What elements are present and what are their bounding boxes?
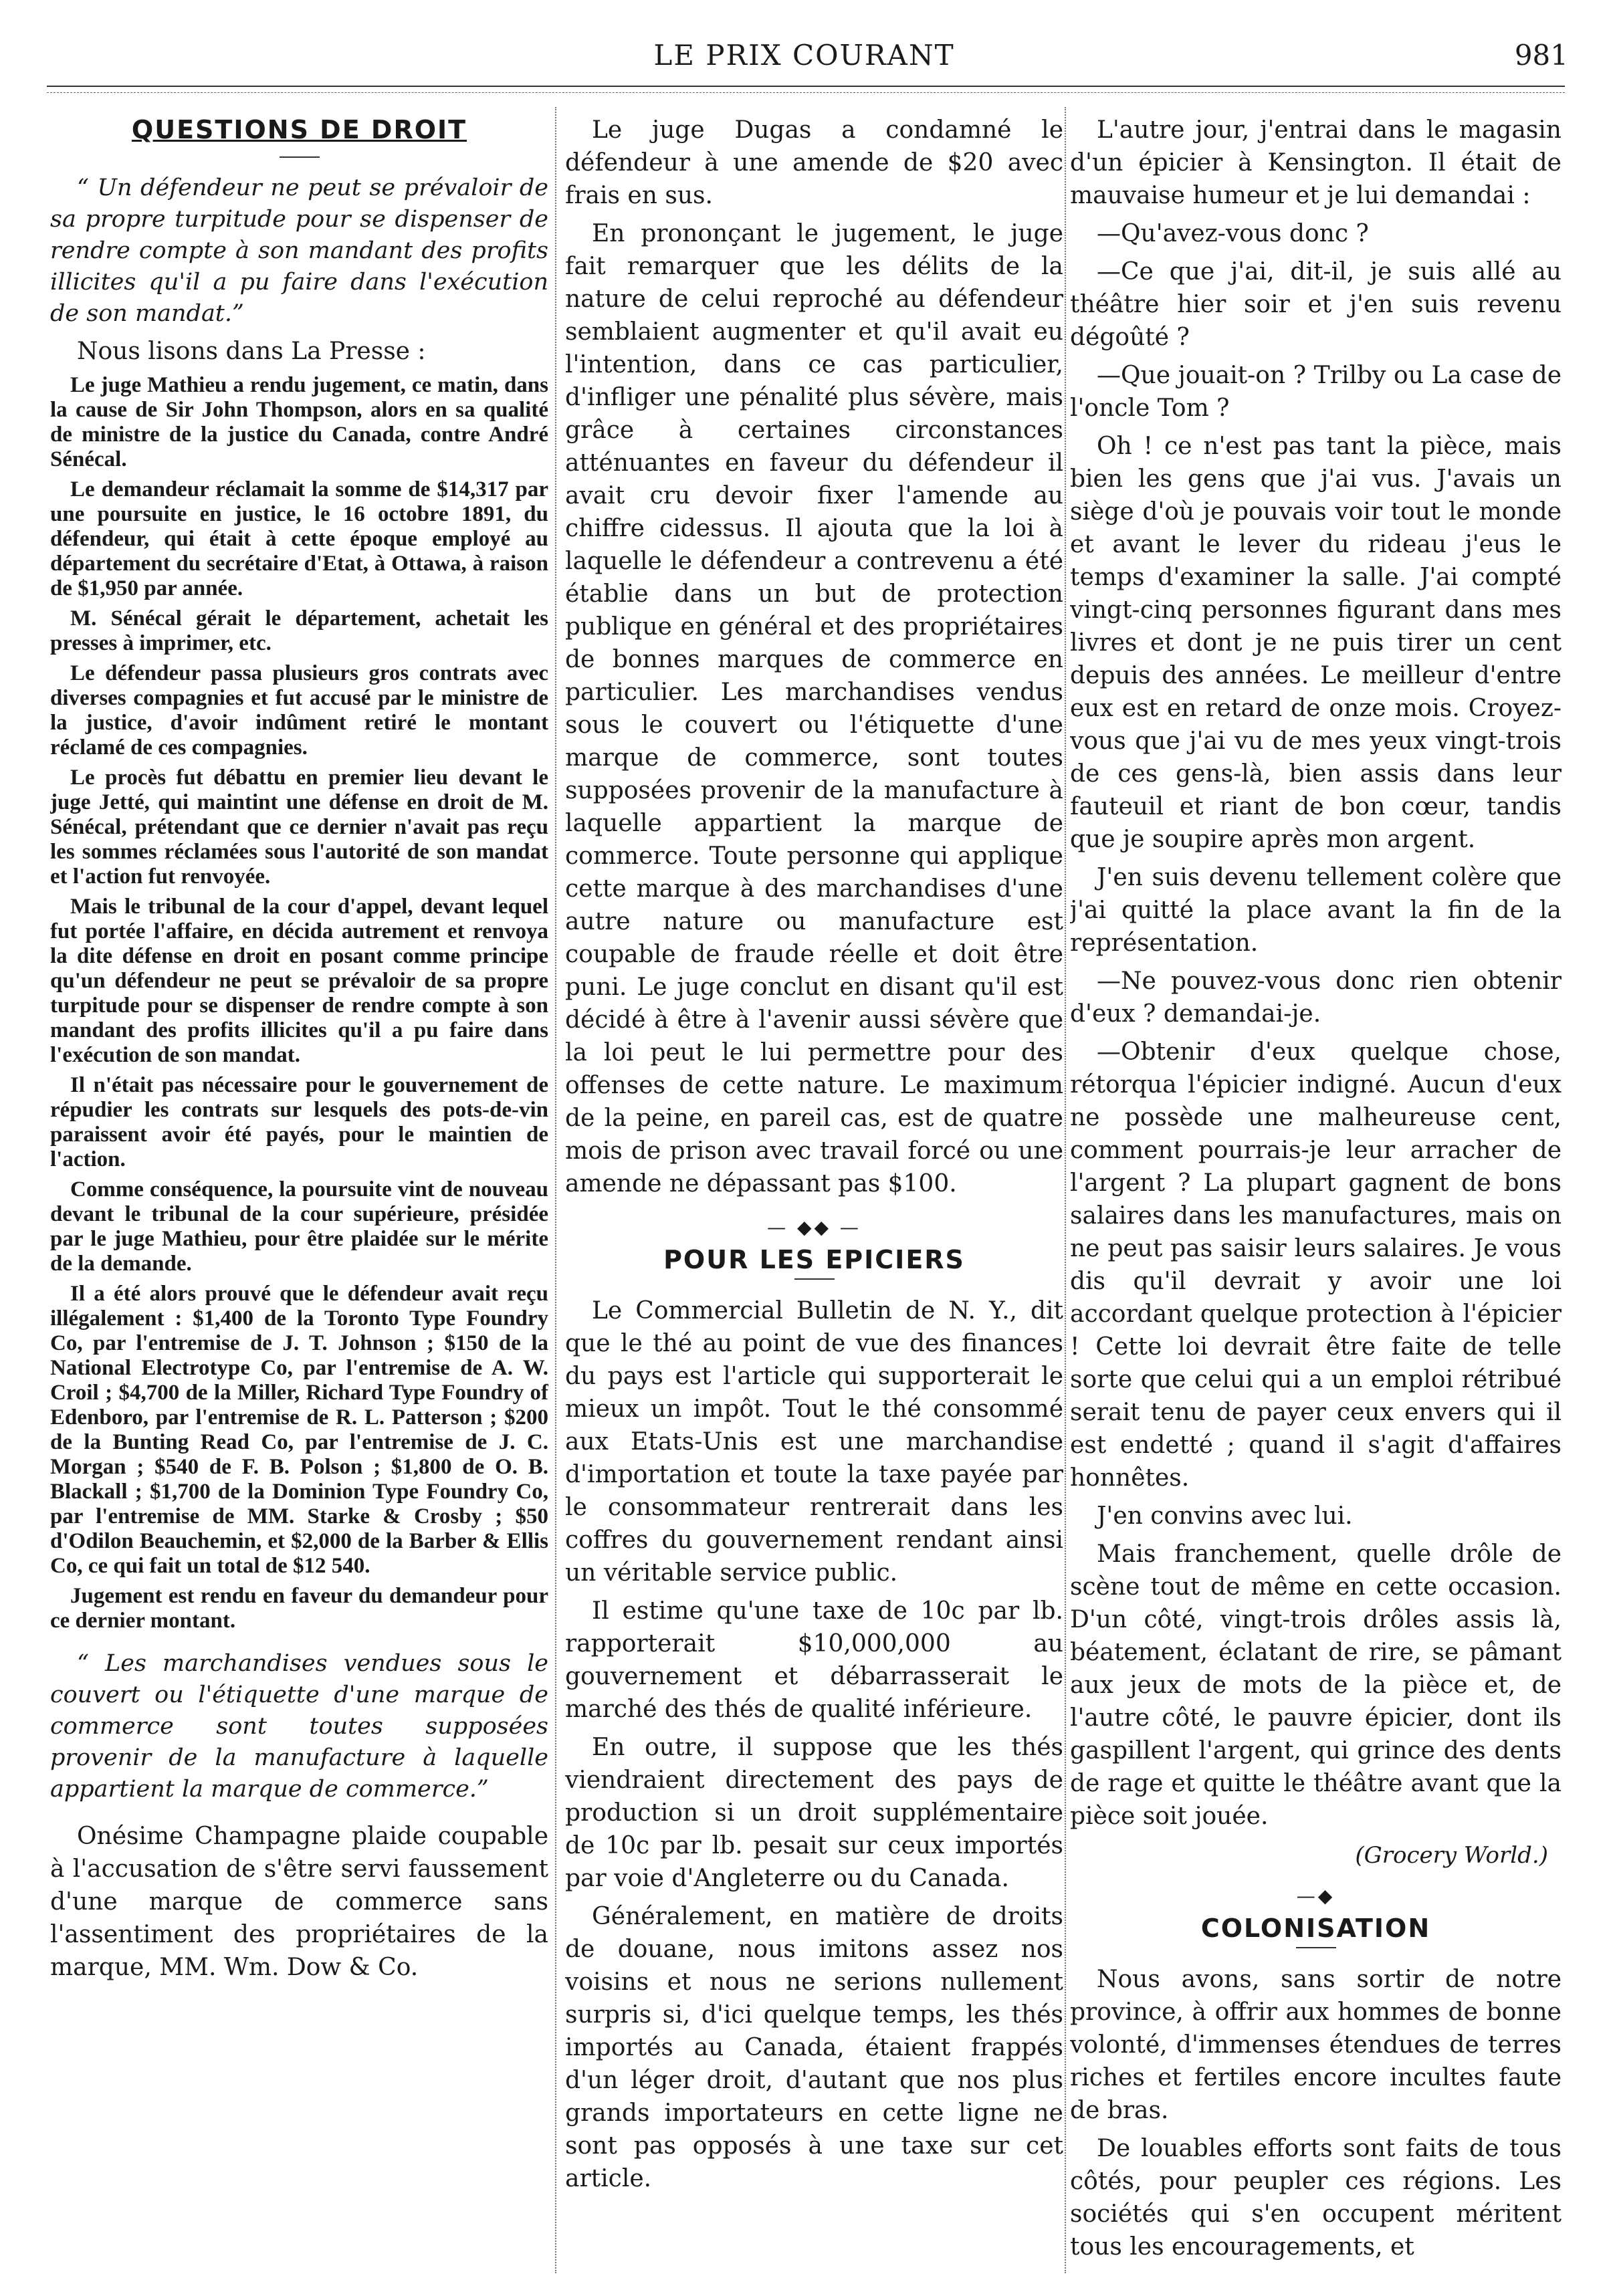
paragraph: Le demandeur réclamait la somme de $14,317 par une poursuite en justice, le 16 octobre 1891, du défendeur, qui était à cette époque employé au département du secrétaire d'Etat, à Ottawa, à raison de $1,950 par année. <box>50 477 548 600</box>
heading-rule <box>1296 1947 1336 1948</box>
paragraph: Mais le tribunal de la cour d'appel, devant lequel fut portée l'affaire, en décida autrement et renvoya la dite défense en droit en posant comme principe qu'un défendeur ne peut se prévaloir de sa propre turpitude pour se dispenser de rendre compte à son mandant des profits illicites qu'il a pu faire dans l'exécution de son mandat. <box>50 895 548 1067</box>
paragraph: De louables efforts sont faits de tous côtés, pour peupler ces régions. Les sociétés qui s'en occupent méritent tous les encouragements, et <box>1070 2135 1562 2261</box>
paragraph: En outre, il suppose que les thés viendraient directement des pays de production si un droit supplémentaire de 10c par lb. pesait sur ceux importés par voie d'Angleterre ou du Canada. <box>565 1734 1063 1892</box>
page-header <box>40 39 1568 86</box>
column-divider <box>555 107 556 2273</box>
column-2 <box>565 114 1063 2273</box>
paragraph: Le procès fut débattu en premier lieu devant le juge Jetté, qui maintint une défense en droit de M. Sénécal, prétendant que ce dernier n'avait pas reçu les sommes réclamées sous l'autorité de son mandat et l'action fut renvoyée. <box>50 766 548 889</box>
paragraph: M. Sénécal gérait le département, achetait les presses à imprimer, etc. <box>50 606 548 655</box>
source-credit: (Grocery World.) <box>1355 1842 1548 1869</box>
paragraph: Il a été alors prouvé que le défendeur avait reçu illégalement : $1,400 de la Toronto Type Foundry Co, par l'entremise de J. T. Johnson ; $150 de la National Electrotype Co, par l'entremise de A. W. Croil ; $4,700 de la Miller, Richard Type Foundry of Edenboro, par l'entremise de R. L. Patterson ; $200 de la Bunting Read Co, par l'entremise de J. C. Morgan ; $540 de F. B. Polson ; $1,800 de O. B. Blackall ; $1,700 de la Dominion Type Foundry Co, par l'entremise de MM. Starke & Crosby ; $50 d'Odilon Beauchemin, et $2,000 de la Barber & Ellis Co, ce qui fait un total de $12 540. <box>50 1282 548 1578</box>
paragraph: Oh ! ce n'est pas tant la pièce, mais bien les gens que j'ai vus. J'avais un siège d'où je pouvais voir tout le monde et avant le lever du rideau j'eus le temps d'examiner la salle. J'ai compté vingt-cinq personnes figurant dans mes livres et dont je ne puis tirer un cent depuis des années. Le meilleur d'entre eux est en retard de onze mois. Croyez-vous que j'ai vu de mes yeux vingt-trois de ces gens-là, bien assis dans leur fauteuil et riant de bon cœur, tandis que je soupire après mon argent. <box>1070 433 1562 853</box>
section-heading: QUESTIONS DE DROIT <box>131 115 467 144</box>
pull-quote: “ Un défendeur ne peut se prévaloir de sa propre turpitude pour se dispenser de rendre compte à son mandant des profits illicites qu'il a pu faire dans l'exécution de son mandat.” <box>50 175 548 327</box>
paragraph: Généralement, en matière de droits de douane, nous imitons assez nos voisins et nous ne serions nullement surpris si, d'ici quelque temps, les thés importés au Canada, étaient frappés d'un léger droit, d'autant que nos plus grands importateurs en cette ligne ne sont pas opposés à une taxe sur cet article. <box>565 1903 1063 2192</box>
page-number: 981 <box>1514 39 1568 72</box>
paragraph: —Que jouait-on ? Trilby ou La case de l'oncle Tom ? <box>1070 362 1562 422</box>
paragraph: J'en suis devenu tellement colère que j'ai quitté la place avant la fin de la représentation. <box>1070 864 1562 957</box>
paragraph: —Obtenir d'eux quelque chose, rétorqua l'épicier indigné. Aucun d'eux ne possède une malheureuse cent, comment pourrais-je leur arracher de l'argent ? La plupart gagnent de bons salaires dans les manufactures, mais on ne peut pas saisir leurs salaires. Je vous dis qu'il devrait y avoir une loi accordant quelque protection à l'épicier ! Cette loi devrait être faite de telle sorte que celui qui a un emploi rétribué serait tenu de payer ceux envers qui il est endetté ; quand il s'agit d'affaires honnêtes. <box>1070 1038 1562 1492</box>
section-heading: COLONISATION <box>1200 1914 1431 1943</box>
paragraph: Jugement est rendu en faveur du demandeur pour ce dernier montant. <box>50 1584 548 1633</box>
paragraph: —Qu'avez-vous donc ? <box>1097 220 1369 247</box>
section-heading: POUR LES EPICIERS <box>663 1245 965 1274</box>
paragraph: Le juge Mathieu a rendu jugement, ce matin, dans la cause de Sir John Thompson, alors en sa qualité de ministre de la justice du Canada, contre André Sénécal. <box>50 373 548 471</box>
column-1 <box>50 114 548 2273</box>
heading-rule <box>794 1278 835 1280</box>
intro-line: Nous lisons dans La Presse : <box>77 338 426 365</box>
paragraph: En prononçant le jugement, le juge fait remarquer que les délits de la nature de celui reproché au défendeur semblaient augmenter et qu'il avait eu l'intention, dans ce cas particulier, d'infliger une pénalité plus sévère, mais grâce à certaines circonstances atténuantes en faveur du défendeur il avait cru devoir fixer l'amende au chiffre cidessus. Il ajouta que la loi à laquelle le défendeur a contrevenu a été établie dans un but de protection publique en général et des propriétaires de bonnes marques de commerce en particulier. Les marchandises vendus sous le couvert ou l'étiquette d'une marque de commerce, sont toutes supposées provenir de la manufacture à laquelle appartient la marque de commerce. Toute personne qui applique cette marque à des marchandises d'une autre nature ou manufacture est coupable de fraude réelle et doit être puni. Le juge conclut en disant qu'il est décidé à être à l'avenir aussi sévère que la loi peut le lui permettre pour des offenses de cette nature. Le maximum de la peine, en pareil cas, est de quatre mois de prison avec travail forcé ou une amende ne dépassant pas $100. <box>565 220 1063 1197</box>
paragraph: Le juge Dugas a condamné le défendeur à une amende de $20 avec frais en sus. <box>565 116 1063 209</box>
header-rule-dashed <box>47 92 1565 93</box>
paragraph: Le défendeur passa plusieurs gros contrats avec diverses compagnies et fut accusé par le ministre de la justice, d'avoir indûment retiré le montant réclamé de ces compagnies. <box>50 661 548 760</box>
column-3 <box>1070 114 1562 2273</box>
pull-quote: “ Les marchandises vendues sous le couvert ou l'étiquette d'une marque de commerce sont toutes supposées provenir de la manufacture à laquelle appartient la marque de commerce.” <box>50 1650 548 1803</box>
paragraph: L'autre jour, j'entrai dans le magasin d'un épicier à Kensington. Il était de mauvaise humeur et je lui demandai : <box>1070 116 1562 209</box>
ornament-divider: —◆ <box>1296 1885 1335 1907</box>
paragraph: —Ne pouvez-vous donc rien obtenir d'eux ? demandai-je. <box>1070 967 1562 1028</box>
paragraph: —Ce que j'ai, dit-il, je suis allé au théâtre hier soir et j'en suis revenu dégoûté ? <box>1070 258 1562 351</box>
heading-rule <box>280 156 320 158</box>
paragraph: Le Commercial Bulletin de N. Y., dit que le thé au point de vue des finances du pays est l'article qui supporterait le mieux un impôt. Tout le thé consommé aux Etats-Unis est une marchandise d'importation et toute la taxe payée par le consommateur rentrerait dans les coffres du gouvernement rendant ainsi un véritable service public. <box>565 1297 1063 1587</box>
column-divider <box>1065 107 1066 2273</box>
paragraph: Comme conséquence, la poursuite vint de nouveau devant le tribunal de la cour supérieure, présidée par le juge Mathieu, pour être plaidée sur le mérite de la demande. <box>50 1177 548 1276</box>
paragraph: Nous avons, sans sortir de notre province, à offrir aux hommes de bonne volonté, d'immenses étendues de terres riches et fertiles encore incultes faute de bras. <box>1070 1966 1562 2124</box>
header-rule <box>47 86 1565 87</box>
paragraph: Mais franchement, quelle drôle de scène tout de même en cette occasion. D'un côté, vingt-trois drôles assis là, béatement, éclatant de rire, se pâmant aux jeux de mots de la pièce et, de l'autre côté, le pauvre épicier, dont ils gaspillent l'argent, qui grince des dents de rage et quitte le théâtre avant que la pièce soit jouée. <box>1070 1540 1562 1830</box>
paragraph: Il estime qu'une taxe de 10c par lb. rapporterait $10,000,000 au gouvernement et débarrasserait le marché des thés de qualité inférieure. <box>565 1597 1063 1723</box>
ornament-divider: — ◆◆ — <box>767 1216 861 1238</box>
paragraph: J'en convins avec lui. <box>1097 1502 1353 1530</box>
paragraph: Onésime Champagne plaide coupable à l'accusation de s'être servi faussement d'une marque de commerce sans l'assentiment des propriétaires de la marque, MM. Wm. Dow & Co. <box>50 1823 548 1981</box>
paragraph: Il n'était pas nécessaire pour le gouvernement de répudier les contrats sur lesquels des pots-de-vin paraissent avoir été payés, pour le maintien de l'action. <box>50 1073 548 1171</box>
newspaper-title: LE PRIX COURANT <box>653 39 955 72</box>
